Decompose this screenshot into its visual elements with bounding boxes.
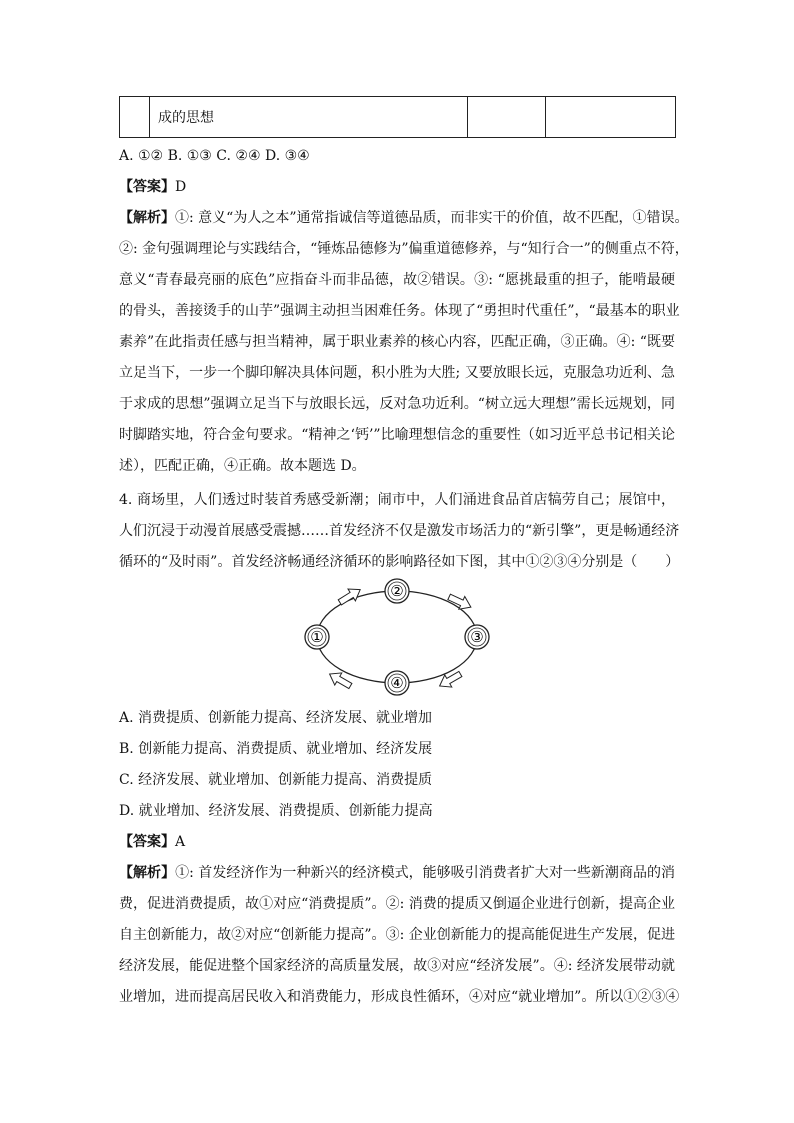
answer-value: A — [175, 834, 186, 850]
arrow-icon — [326, 668, 354, 692]
q3-analysis-line — [119, 208, 689, 228]
node-label: ③ — [470, 628, 484, 646]
q4-analysis-line: 费，促进消费提质，故①对应“消费提质”。②: 消费的提质又倒逼企业进行创新，提高企业 — [119, 896, 675, 912]
q3-analysis-line: 立足当下，一步一个脚印解决具体问题，积小胜为大胜; 又要放眼长远，克服急功近利、急 — [119, 365, 675, 381]
table-cell — [120, 97, 150, 138]
table-cell — [546, 97, 676, 138]
node-label: ④ — [390, 674, 404, 692]
q3-analysis-line: 素养”在此指责任感与担当精神，属于职业素养的核心内容，匹配正确，③正确。④: “既要 — [119, 334, 675, 350]
q3-analysis-line: 时脚踏实地，符合金句要求。“精神之‘钙’”比喻理想信念的重要性（如习近平总书记相关论 — [119, 427, 675, 443]
q3-analysis-line: ②: 金句强调理论与实践结合，“锤炼品德修为”偏重道德修养，与“知行合一”的侧重点不符， — [119, 241, 689, 257]
q4-option-d: D. 就业增加、经济发展、消费提质、创新能力提高 — [119, 803, 433, 819]
q4-option-c: C. 经济发展、就业增加、创新能力提高、消费提质 — [119, 772, 433, 788]
q4-answer — [119, 832, 185, 852]
q3-analysis-line: 于求成的思想”强调立足当下与放眼长远，反对急功近利。“树立远大理想”需长远规划，同 — [119, 396, 675, 412]
q3-options: A. ①② B. ①③ C. ②④ D. ③④ — [119, 148, 310, 164]
q3-analysis-line: 的骨头，善接烫手的山芋”强调主动担当困难任务。体现了“勇担时代重任”，“最基本的职业 — [119, 303, 680, 319]
q3-analysis-line: 述），匹配正确，④正确。故本题选 D。 — [119, 458, 366, 474]
analysis-tag: 【解析】 — [119, 210, 175, 226]
q3-answer — [119, 177, 186, 197]
node-bottom — [385, 671, 409, 695]
q4-analysis-line — [119, 863, 675, 883]
q4-option-a: A. 消费提质、创新能力提高、经济发展、就业增加 — [119, 710, 433, 726]
answer-tag: 【答案】 — [119, 179, 175, 195]
q4-stem-line: 循环的“及时雨”。首发经济畅通经济循环的影响路径如下图，其中①②③④分别是（ ） — [119, 554, 680, 570]
node-right — [465, 625, 489, 649]
q4-analysis-line: 经济发展，能促进整个国家经济的高质量发展，故③对应“经济发展”。④: 经济发展带动就 — [119, 958, 675, 974]
q4-analysis-line: 自主创新能力，故②对应“创新能力提高”。③: 企业创新能力的提高能促进生产发展，促进 — [119, 927, 675, 943]
answer-tag: 【答案】 — [119, 834, 175, 850]
cycle-diagram — [290, 576, 500, 696]
q4-analysis-line: 业增加，进而提高居民收入和消费能力，形成良性循环，④对应“就业增加”。所以①②③④ — [119, 989, 680, 1005]
table-cell: 成的思想 — [150, 97, 468, 138]
analysis-text: ①: 首发经济作为一种新兴的经济模式，能够吸引消费者扩大对一些新潮商品的消 — [175, 865, 676, 881]
q4-stem-line: 4. 商场里，人们透过时装首秀感受新潮；闹市中，人们涌进食品首店犒劳自己；展馆中， — [119, 492, 675, 508]
table-row — [120, 97, 676, 138]
node-label: ② — [390, 582, 404, 600]
node-left — [305, 625, 329, 649]
analysis-tag: 【解析】 — [119, 865, 176, 881]
table-cell — [468, 97, 546, 138]
answer-table — [119, 96, 676, 138]
q3-analysis-line: 意义“青春最亮丽的底色”应指奋斗而非品德，故②错误。③: “愿挑最重的担子，能啃最硬 — [119, 272, 675, 288]
answer-value: D — [175, 179, 187, 195]
q4-stem-line: 人们沉浸于动漫首展感受震撼……首发经济不仅是激发市场活力的“新引擎”，更是畅通经济 — [119, 523, 680, 539]
node-top — [385, 579, 409, 603]
q4-option-b: B. 创新能力提高、消费提质、就业增加、经济发展 — [119, 741, 433, 757]
analysis-text: ①: 意义“为人之本”通常指诚信等道德品质，而非实干的价值，故不匹配，①错误。 — [175, 210, 689, 226]
node-label: ① — [310, 628, 324, 646]
